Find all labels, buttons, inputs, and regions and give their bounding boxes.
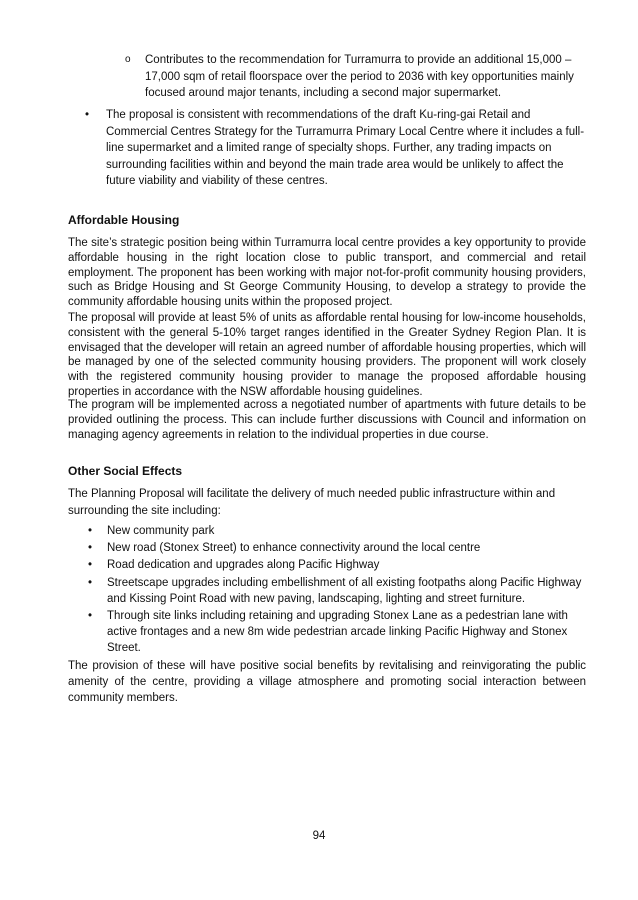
affordable-paragraph-2: The proposal will provide at least 5% of units as affordable rental housing for low-income households, consistent with the general 5-10% target ranges identified in the Greater Sydney Region Plan. It is envisaged that the developer will retain an agreed number of affordable housing properties, which will be managed by one of the selected community housing providers. The proponent will work closely with the registered community housing provider to manage the proposed affordable housing properties in accordance with the NSW affordable housing guidelines. [68, 312, 586, 398]
social-intro-paragraph: The Planning Proposal will facilitate the delivery of much needed public infrastructure within and surrounding the site including: [68, 488, 556, 517]
social-closing-paragraph: The provision of these will have positive social benefits by revitalising and reinvigorating the public amenity of the centre, providing a village atmosphere and promoting social interaction between community members. [68, 660, 586, 705]
list-item: • Road dedication and upgrades along Pacific Highway [88, 559, 380, 572]
page-number: 94 [312, 830, 326, 842]
circle-bullet-marker: o [125, 54, 131, 65]
affordable-paragraph-3: The program will be implemented across a negotiated number of apartments with future details to be provided outlining the process. This can include further discussions with Council and information on managing agency agreements in relation to the individual properties in due course. [68, 399, 586, 441]
sub-bullet-text: Contributes to the recommendation for Turramurra to provide an additional 15,000 – 17,000 sqm of retail floorspace over the period to 2036 with key opportunities mainly focused around major tenants, including a second major supermarket. [145, 54, 574, 100]
affordable-paragraph-1: The site’s strategic position being within Turramurra local centre provides a key opportunity to provide affordable housing in the right location close to public transport, and commercial and retail employment. The proponent has been working with major not-for-profit community housing providers, such as Bridge Housing and St George Community Housing, to develop a strategy to provide the community affordable housing units within the proposed project. [68, 237, 586, 309]
list-item: • Through site links including retaining and upgrading Stonex Lane as a pedestrian lane with active frontages and a new 8m wide pedestrian arcade linking Pacific Highway and Stonex Street. [88, 610, 568, 655]
other-social-effects-heading: Other Social Effects [68, 464, 183, 478]
list-item: • Streetscape upgrades including embellishment of all existing footpaths along Pacific Highway and Kissing Point Road with new paving, landscaping, lighting and street furniture. [88, 576, 582, 605]
main-bullet-item [85, 107, 590, 190]
main-bullet-text: The proposal is consistent with recommendations of the draft Ku-ring-gai Retail and Commercial Centres Strategy for the Turramurra Primary Local Centre where it includes a full-line supermarket and a limited range of specialty shops. Further, any trading impacts on surrounding facilities within and beyond the main trade area would be unlikely to affect the future viability and viability of these centres. [106, 109, 585, 188]
list-item: • New road (Stonex Street) to enhance connectivity around the local centre [88, 542, 481, 555]
infrastructure-list [88, 523, 588, 658]
sub-bullet-item [127, 52, 585, 102]
list-item: • New community park [88, 525, 215, 537]
affordable-housing-heading: Affordable Housing [68, 213, 180, 227]
bullet-marker: • [85, 109, 90, 121]
